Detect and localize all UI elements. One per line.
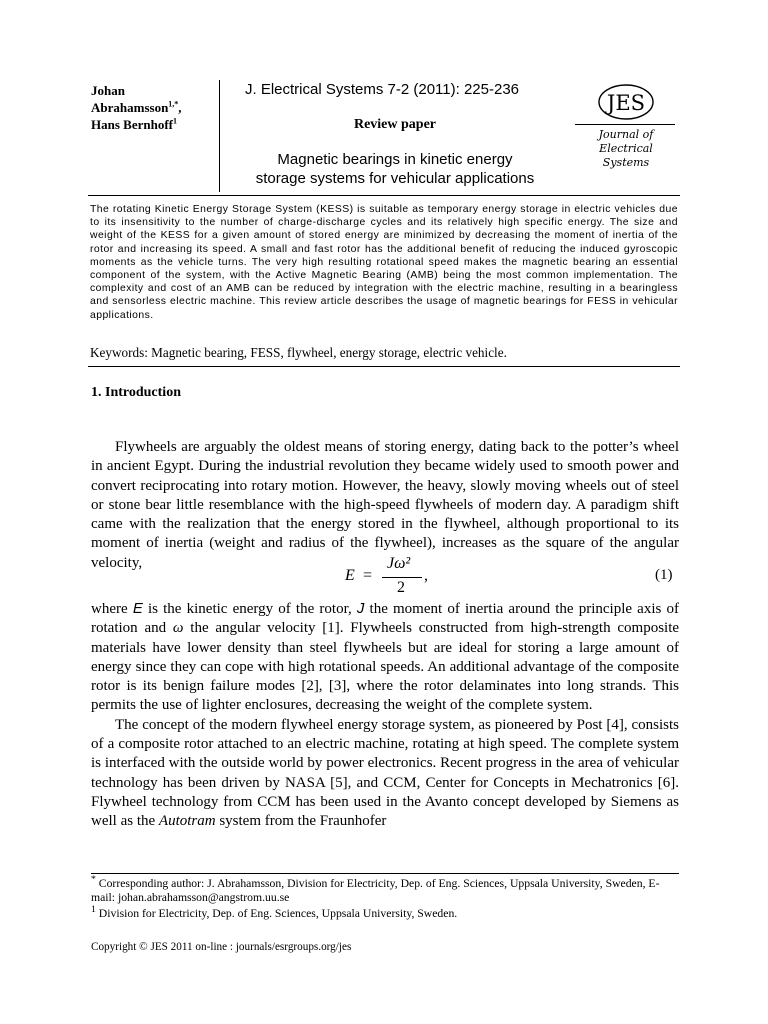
footnote-affiliation: $^1$ Division for Electricity, Dep. of Eng. Sciences, Uppsala University, Sweden. xyxy=(91,904,458,920)
paper-type: Review paper xyxy=(353,117,437,132)
svg-text:JES: JES xyxy=(606,91,646,115)
journal-reference: J. Electrical Systems 7-2 (2011): 225-236 xyxy=(245,81,520,98)
paragraph-2: where E is the kinetic energy of the rotor, J the moment of inertia around the principle axis of rotation and ω the angular velocity [1]. Flywheels constructed from high-strength composite materials have lower density than steel flywheels but are ideal for storing a large amount of energy since they can cope with high rotational speeds. An additional advantage of the composite rotor is its benign failure modes [2], [3], where the rotor delaminates into long strands. This permits the use of lighter enclosures, decreasing the weight of the complete system. The concept of the modern flywheel energy storage system, as pioneered by Post [4], consists of a composite rotor attached to an electric machine, rotating at high speed. The complete system is interfaced with the outside world by power electronics. Recent progress in the area of vehicular technology has been driven by NASA [5], and CCM, Center for Concepts in Mechatronics [6]. Flywheel technology from CCM has been used in the Avanto concept developed by Siemens as well as the Autotram system from the Fraunhofer xyxy=(91,600,680,830)
equation-number: (1) xyxy=(655,567,673,583)
abstract: The rotating Kinetic Energy Storage System (KESS) is suitable as temporary energy storage in electric vehicles due to its insensitivity to the number of charge-discharge cycles and its relatively high specific energy. The size and weight of the KESS for a given amount of stored energy are minimized by decreasing the moment of inertia of the rotor and increasing its speed. A small and fast rotor has the additional benefit of reducing the induced gyroscopic moments as the vehicle turns. The very high resulting rotational speed makes the magnetic bearing an essential component of the system, with the Active Magnetic Bearing (AMB) being the most common implementation. The complexity and cost of an AMB can be reduced by integration with the electric machine, resulting in a bearingless and sensorless electric machine. This review article describes the usage of magnetic bearings for FESS in vehicular applications. xyxy=(90,204,678,321)
paragraph-1: Flywheels are arguably the oldest means of storing energy, dating back to the potter’s wheel in ancient Egypt. During the industrial revolution they became widely used to smooth power and convert reciprocating into rotary motion. However, the heavy, slowly moving wheels out of steel or stone bear little resemblance with the high-speed flywheels of modern day. A paradigm shift came with the realization that the energy stored in the flywheel, although proportional to its moment of inertia (weight and radius of the flywheel), increases as the square of the angular velocity, xyxy=(91,439,679,571)
header-divider xyxy=(219,80,220,192)
header-rule xyxy=(88,195,680,196)
copyright: Copyright © JES 2011 on-line : journals/esrgroups.org/jes xyxy=(91,941,352,953)
author-bernhoff: Hans Bernhoff$^1$ xyxy=(91,116,177,132)
keywords: Keywords: Magnetic bearing, FESS, flywheel, energy storage, electric vehicle. xyxy=(90,345,507,360)
footnote-corresponding: * Corresponding author: J. Abrahamsson, Division for Electricity, Dep. of Eng. Sciences, Uppsala University, Sweden, E-mail: johan.abrahamsson@angstrom.uu.se xyxy=(91,874,660,904)
equation-1: E = Jω² 2 , xyxy=(345,555,428,596)
logo-caption: Journal of Electrical Systems xyxy=(598,128,654,169)
paper-title: Magnetic bearings in kinetic energy storage systems for vehicular applications xyxy=(255,151,535,187)
author-abrahamsson: Abrahamsson$^{1,*}$, xyxy=(91,99,182,115)
section-title: 1. Introduction xyxy=(91,385,181,400)
author-list xyxy=(91,82,221,133)
logo-divider xyxy=(575,124,675,125)
abstract-rule xyxy=(88,366,680,367)
author-first-name: Johan xyxy=(91,83,125,98)
